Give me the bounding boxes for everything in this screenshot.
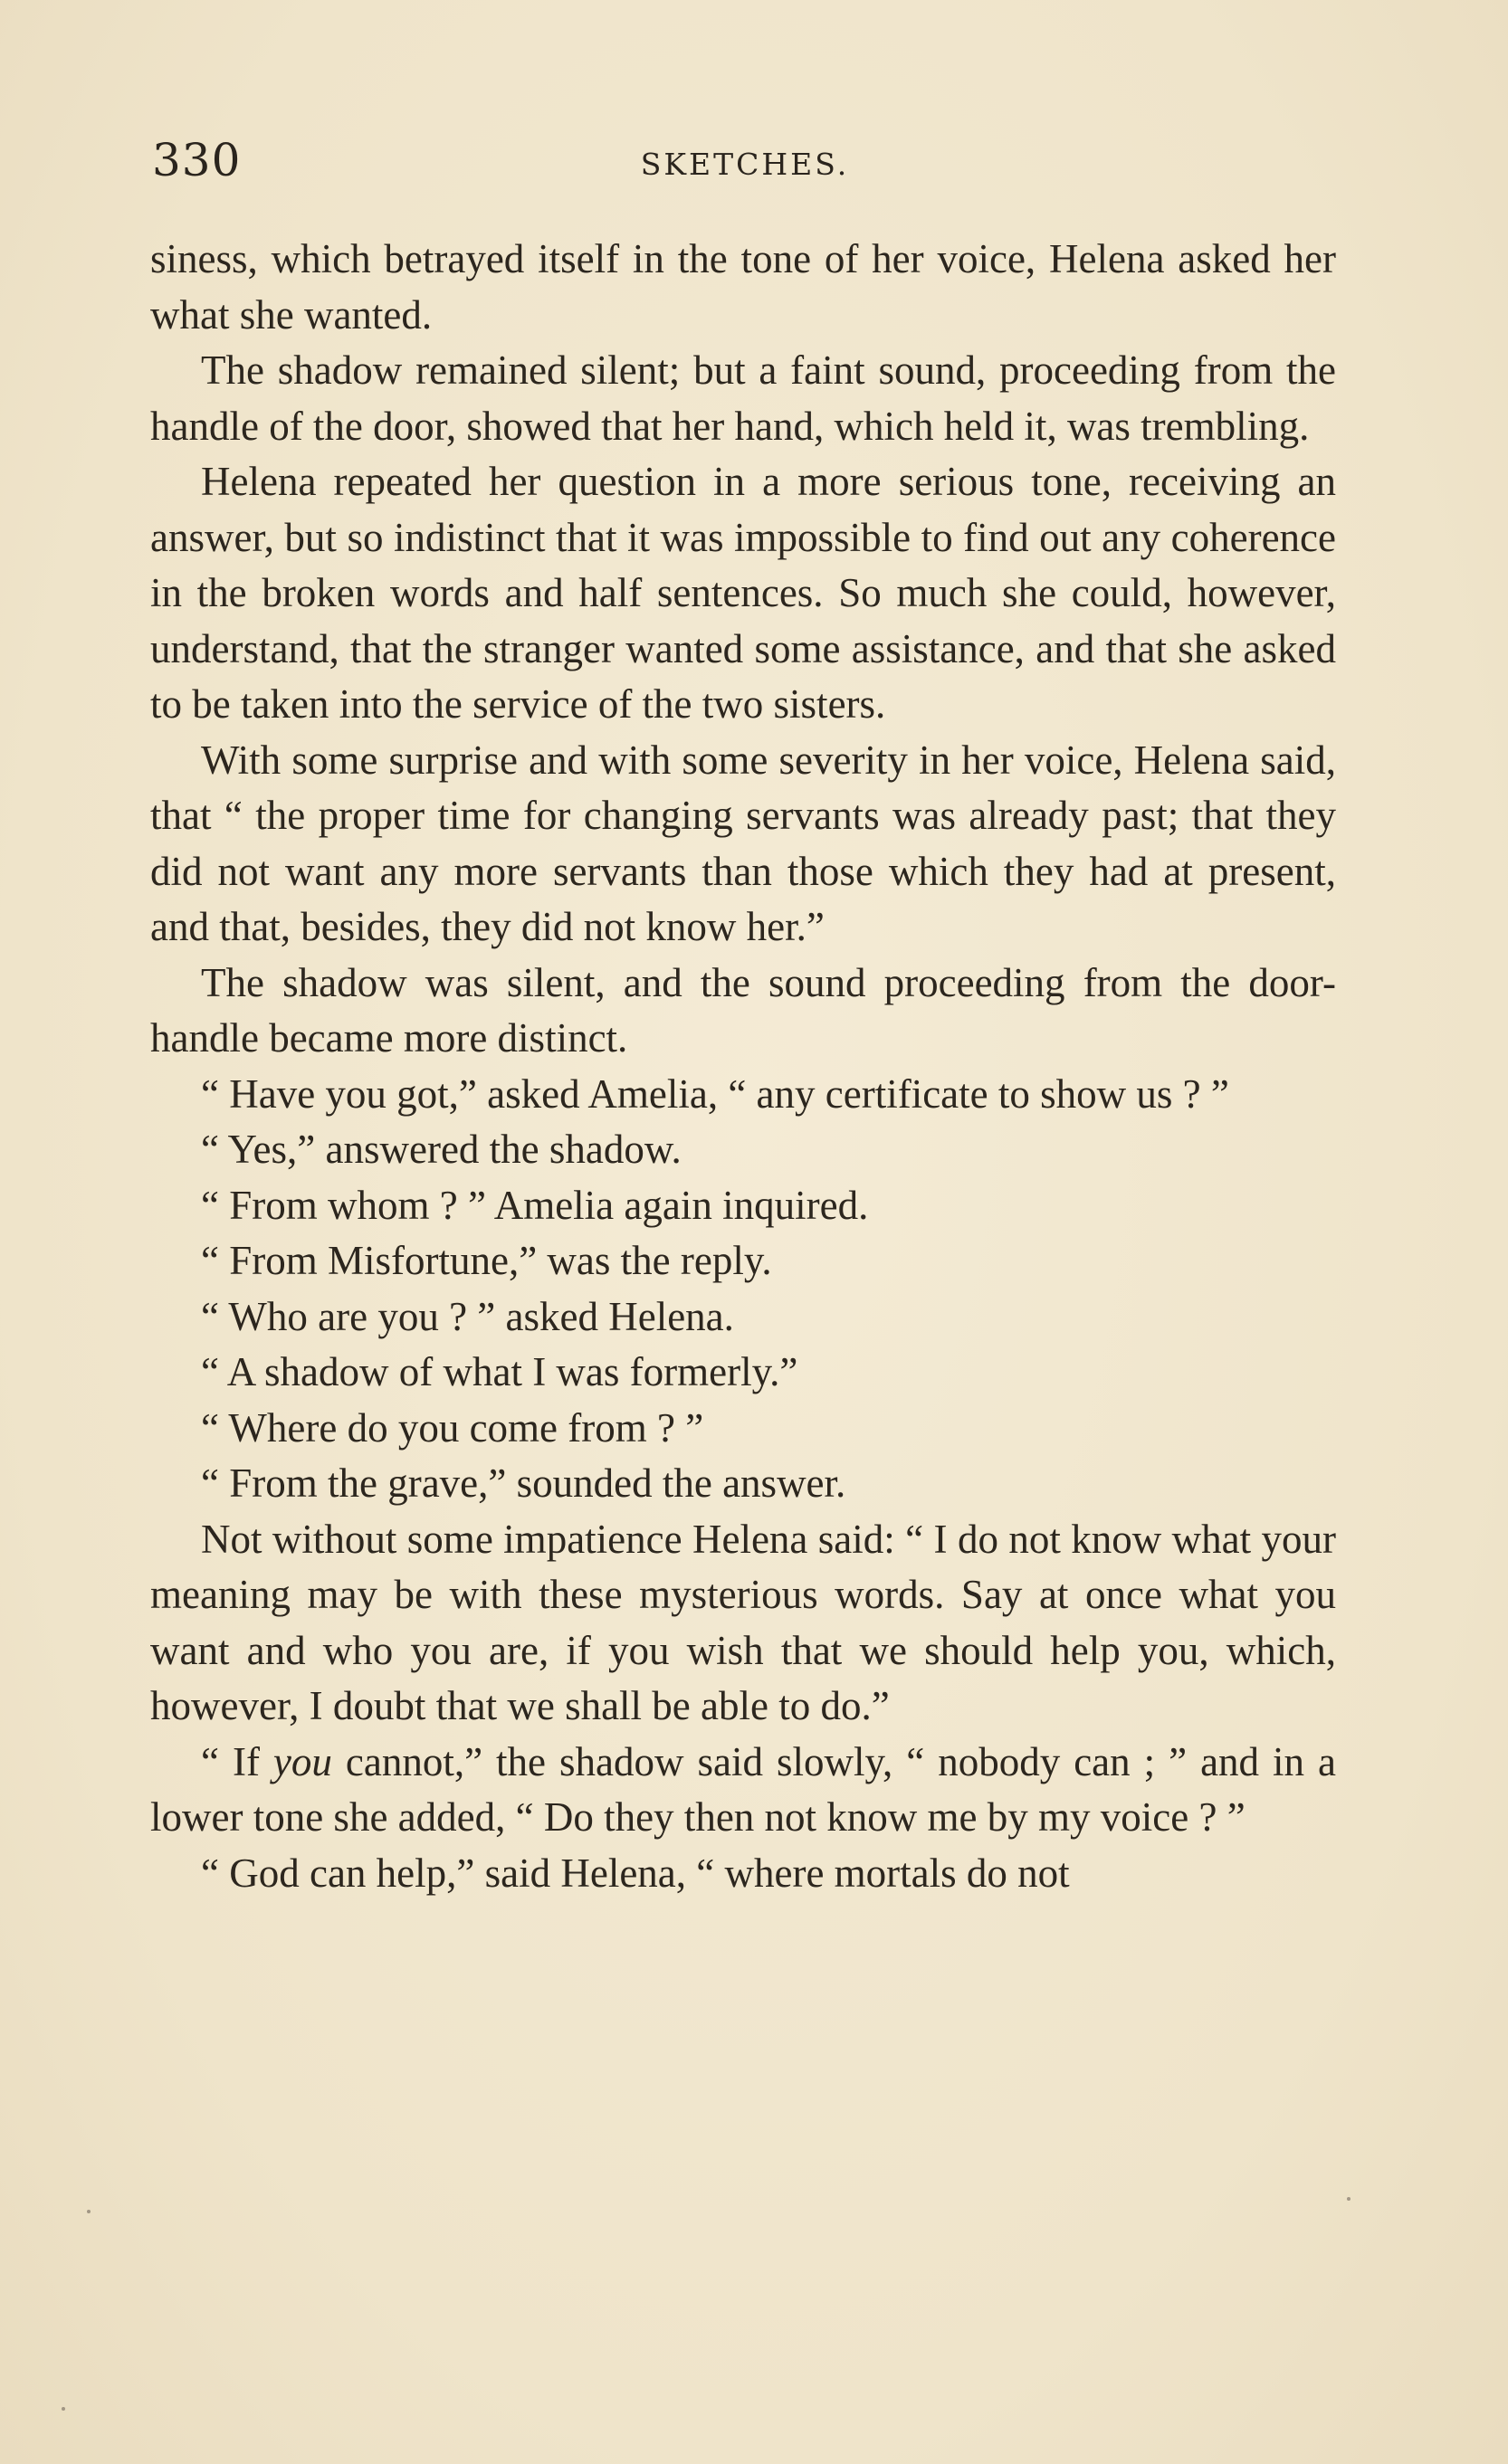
paragraph: The shadow was silent, and the sound proceeding from the door-handle became more distinct. <box>150 959 1336 1061</box>
paragraph: Not without some impatience Helena said: “ I do not know what your meaning may be with these mysterious words. Say at once what you want and who you are, if you wish that we should help you, which, however, I doubt that we shall be able to do.” <box>150 1516 1336 1728</box>
body-text <box>150 232 1336 1901</box>
paper-speck <box>1347 2197 1351 2201</box>
paragraph: “ Where do you come from ? ” <box>201 1404 704 1451</box>
paragraph <box>150 1735 1336 1846</box>
paragraph: “ From Misfortune,” was the reply. <box>201 1238 772 1283</box>
paragraph: “ Who are you ? ” asked Helena. <box>201 1293 734 1339</box>
paragraph: “ Yes,” answered the shadow. <box>201 1127 682 1172</box>
paragraph: “ A shadow of what I was formerly.” <box>201 1349 798 1394</box>
emphasis-text: you <box>272 1738 332 1784</box>
paper-speck <box>87 2210 91 2213</box>
paragraph: With some surprise and with some severity in her voice, Helena said, that “ the proper time for changing servants was already past; that they did not want any more servants than those which they had at present, and that, besides, they did not know her.” <box>150 737 1336 949</box>
paragraph: “ God can help,” said Helena, “ where mortals do not <box>201 1850 1070 1896</box>
paragraph: siness, which betrayed itself in the tone of her voice, Helena asked her what she wanted. <box>150 236 1336 338</box>
page-header <box>152 134 1338 197</box>
paragraph: The shadow remained silent; but a faint sound, proceeding from the handle of the door, showed that her hand, which held it, was trembling. <box>150 347 1336 449</box>
paper-speck <box>62 2407 65 2411</box>
paragraph: “ From the grave,” sounded the answer. <box>201 1460 846 1506</box>
page-number: 330 <box>152 134 242 186</box>
paragraph-text: “ If <box>201 1738 273 1784</box>
paragraph: Helena repeated her question in a more serious tone, receiving an answer, but so indistinct that it was impossible to find out any coherence in the broken words and half sentences. So much she could, however, understand, that the stranger wanted some assistance, and that she asked to be taken into the service of the two sisters. <box>150 459 1336 727</box>
paragraph-text: cannot,” the shadow said slowly, “ nobody can ; ” and in a lower tone she added, “ Do they then not know me by my voice ? ” <box>150 1738 1336 1840</box>
paragraph: “ From whom ? ” Amelia again inquired. <box>201 1182 869 1228</box>
paragraph: “ Have you got,” asked Amelia, “ any certificate to show us ? ” <box>201 1070 1229 1117</box>
running-head: SKETCHES. <box>640 147 850 182</box>
